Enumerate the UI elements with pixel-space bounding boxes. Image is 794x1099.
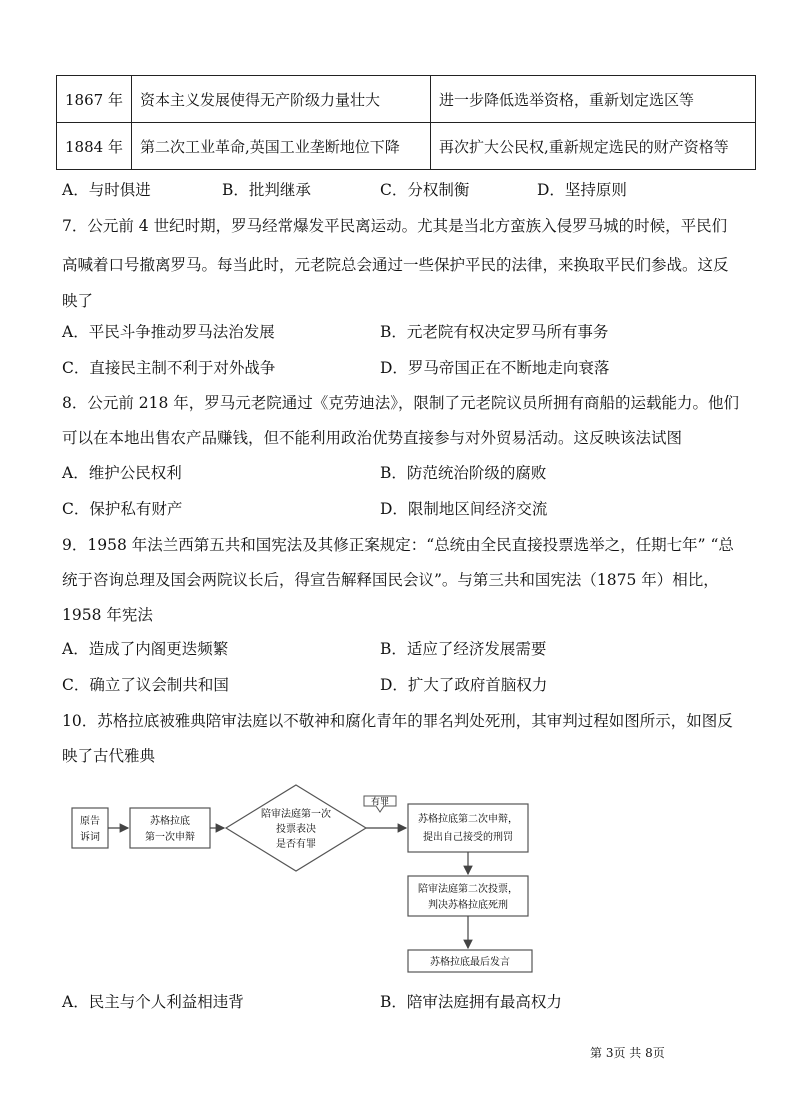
q6-option-d: D．坚持原则	[537, 181, 627, 199]
q8-option-c: C．保护私有财产	[62, 500, 183, 518]
flow-box-second-defense-line2: 提出自己接受的刑罚	[423, 832, 513, 843]
flow-box-final-speech-text: 苏格拉底最后发言	[430, 957, 510, 968]
q6-option-c: C．分权制衡	[380, 181, 470, 199]
flow-diamond-line2: 投票表决	[276, 824, 316, 835]
q8-option-a: A．维护公民权利	[62, 464, 182, 482]
table-cell-reason: 第二次工业革命,英国工业垄断地位下降	[131, 123, 430, 170]
flow-box-plaintiff	[72, 808, 108, 848]
table-cell-content: 进一步降低选举资格，重新划定选区等	[430, 76, 755, 123]
flow-box-plaintiff-line2: 诉词	[80, 832, 100, 843]
table-cell-reason: 资本主义发展使得无产阶级力量壮大	[131, 76, 430, 123]
q10-option-a: A．民主与个人利益相违背	[62, 993, 244, 1011]
q9-stem-line: 9．1958 年法兰西第五共和国宪法及其修正案规定：“总统由全民直接投票选举之，任期七年” “总	[62, 536, 734, 554]
trial-flowchart	[60, 780, 580, 980]
q10-option-b: B．陪审法庭拥有最高权力	[380, 993, 562, 1011]
flow-box-second-vote	[408, 876, 528, 916]
flow-box-plaintiff-line1: 原告	[80, 816, 100, 827]
flow-box-first-defense-line2: 第一次申辩	[145, 832, 195, 843]
flow-box-first-defense-line1: 苏格拉底	[150, 816, 190, 827]
q7-option-a: A．平民斗争推动罗马法治发展	[62, 323, 275, 341]
q6-option-a: A．与时俱进	[62, 181, 151, 199]
q8-stem-line: 可以在本地出售农产品赚钱，但不能利用政治优势直接参与对外贸易活动。这反映该法试图	[62, 429, 683, 447]
q8-option-d: D．限制地区间经济交流	[380, 500, 548, 518]
table-cell-content: 再次扩大公民权,重新规定选民的财产资格等	[430, 123, 755, 170]
q9-option-d: D．扩大了政府首脑权力	[380, 676, 548, 694]
flow-box-second-defense-line1: 苏格拉底第二次申辩，	[418, 814, 518, 825]
page-footer: 第 3页 共 8页	[590, 1046, 665, 1060]
flow-diamond-line3: 是否有罪	[276, 839, 316, 850]
q6-option-b: B．批判继承	[222, 181, 311, 199]
q10-stem-line: 10．苏格拉底被雅典陪审法庭以不敬神和腐化青年的罪名判处死刑，其审判过程如图所示，如图反	[62, 712, 733, 730]
flow-tag-text: 有罪	[370, 797, 390, 808]
q10-stem-line: 映了古代雅典	[62, 747, 156, 765]
q9-stem-line: 1958 年宪法	[62, 606, 153, 624]
q7-option-b: B．元老院有权决定罗马所有事务	[380, 323, 609, 341]
q7-stem-line: 7．公元前 4 世纪时期，罗马经常爆发平民离运动。尤其是当北方蛮族入侵罗马城的时候，平民们	[62, 217, 728, 235]
flow-box-second-defense	[408, 804, 528, 852]
reform-table	[56, 75, 756, 170]
flow-box-final-speech	[408, 950, 532, 972]
q9-stem-line: 统于咨询总理及国会两院议长后，得宣告解释国民会议”。与第三共和国宪法（1875 年）相比，	[62, 571, 719, 589]
q7-stem-line: 高喊着口号撤离罗马。每当此时，元老院总会通过一些保护平民的法律，来换取平民们参战。这反	[62, 256, 729, 274]
flow-tag-guilty	[364, 796, 396, 813]
q9-option-c: C．确立了议会制共和国	[62, 676, 229, 694]
q9-option-a: A．造成了内阁更迭频繁	[62, 640, 229, 658]
table-row	[57, 76, 756, 123]
q9-option-b: B．适应了经济发展需要	[380, 640, 547, 658]
q7-option-c: C．直接民主制不利于对外战争	[62, 359, 276, 377]
table-cell-year: 1884 年	[57, 123, 132, 170]
table-cell-year: 1867 年	[57, 76, 132, 123]
flow-box-second-vote-line1: 陪审法庭第二次投票，	[418, 884, 518, 895]
flow-box-first-defense	[130, 808, 210, 848]
flow-box-second-vote-line2: 判决苏格拉底死刑	[428, 900, 508, 911]
flow-diamond-line1: 陪审法庭第一次	[261, 809, 331, 820]
q8-stem-line: 8．公元前 218 年，罗马元老院通过《克劳迪法》，限制了元老院议员所拥有商船的运载能力。他们	[62, 394, 740, 412]
q7-option-d: D．罗马帝国正在不断地走向衰落	[380, 359, 610, 377]
q7-stem-line: 映了	[62, 292, 94, 310]
q8-option-b: B．防范统治阶级的腐败	[380, 464, 547, 482]
flow-diamond-first-vote	[226, 785, 366, 871]
table-row	[57, 123, 756, 170]
